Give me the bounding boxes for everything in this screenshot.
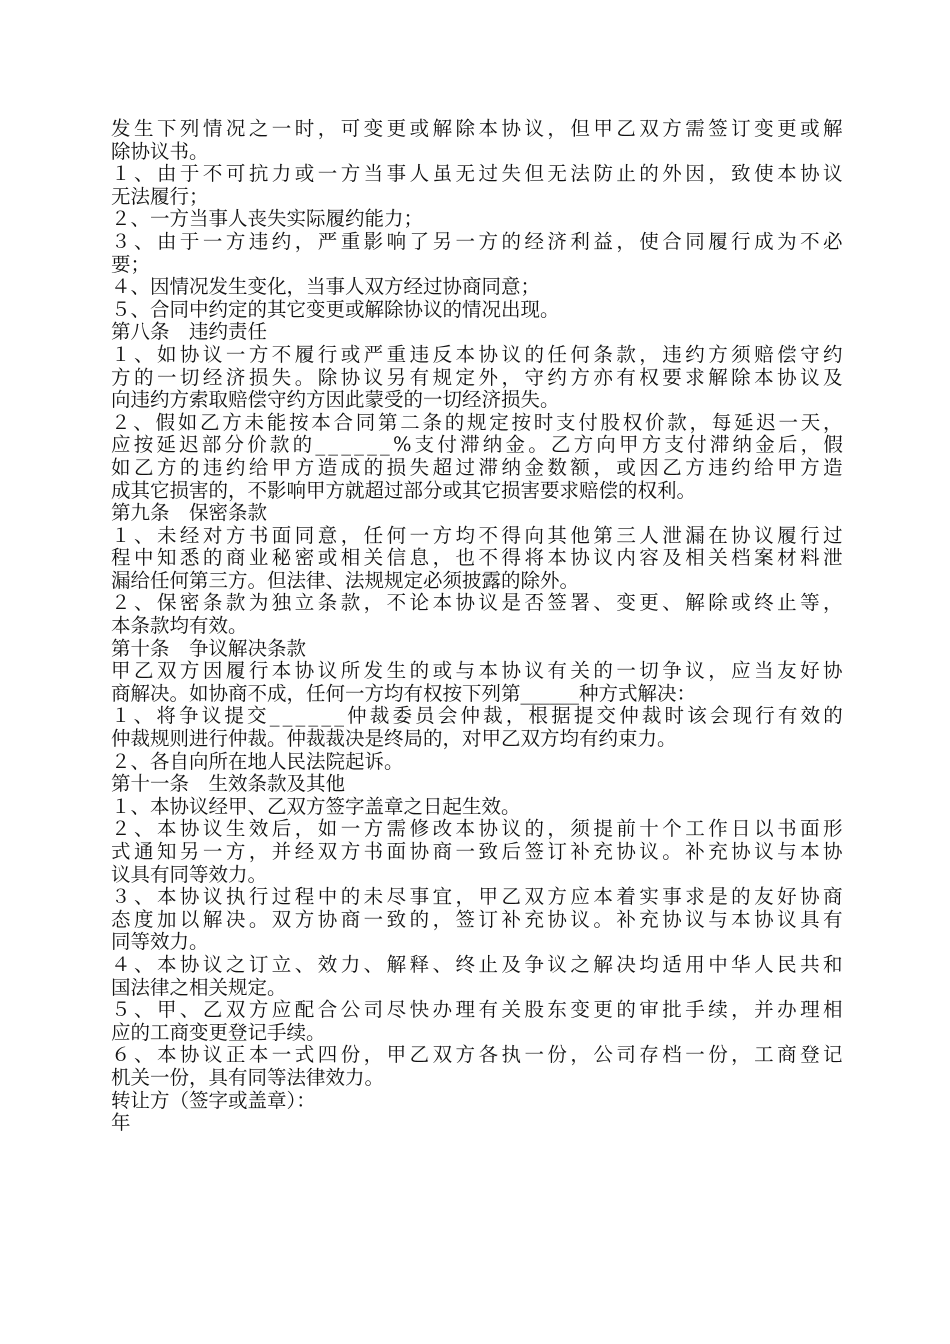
- text-line: 仲裁规则进行仲裁。仲裁裁决是终局的，对甲乙双方均有约束力。: [111, 727, 677, 751]
- text-line: １、本协议经甲、乙双方签字盖章之日起生效。: [111, 794, 521, 818]
- text-line: 同等效力。: [111, 930, 209, 954]
- text-line: ４、因情况发生变化，当事人双方经过协商同意；: [111, 275, 541, 299]
- text-line: 议具有同等效力。: [111, 862, 268, 886]
- text-line: 甲 乙 双 方 因 履 行 本 协 议 所 发 生 的 或 与 本 协 议 有 关 的 一 切 争 议 ， 应 当 友 好 协: [111, 659, 843, 683]
- text-line: 商解决。如协商不成，任何一方均有权按下列第______种方式解决：: [111, 681, 697, 705]
- text-line: 态 度 加 以 解 决 。 双 方 协 商 一 致 的 ， 签 订 补 充 协 议 。 补 充 协 议 与 本 协 议 具 有: [111, 907, 843, 931]
- text-line: ３ 、 本 协 议 执 行 过 程 中 的 未 尽 事 宜 ， 甲 乙 双 方 应 本 着 实 事 求 是 的 友 好 协 商: [111, 885, 843, 909]
- text-line: ５ 、 甲 、 乙 双 方 应 配 合 公 司 尽 快 办 理 有 关 股 东 变 更 的 审 批 手 续 ， 并 办 理 相: [111, 998, 843, 1022]
- text-line: ５、合同中约定的其它变更或解除协议的情况出现。: [111, 297, 560, 321]
- text-line: １ 、 将 争 议 提 交 _ _ _ _ _ _ 仲 裁 委 员 会 仲 裁 ， 根 据 提 交 仲 裁 时 该 会 现 行 有 效 的: [111, 704, 843, 728]
- text-line: 应的工商变更登记手续。: [111, 1020, 326, 1044]
- text-line: ３ 、 由 于 一 方 违 约 ， 严 重 影 响 了 另 一 方 的 经 济 利 益 ， 使 合 同 履 行 成 为 不 必: [111, 229, 843, 253]
- text-line: ２ 、 假 如 乙 方 未 能 按 本 合 同 第 二 条 的 规 定 按 时 支 付 股 权 价 款 ， 每 延 迟 一 天 ，: [111, 410, 843, 434]
- text-line: １ 、 由 于 不 可 抗 力 或 一 方 当 事 人 虽 无 过 失 但 无 法 防 止 的 外 因 ， 致 使 本 协 议: [111, 162, 843, 186]
- text-line: 除协议书。: [111, 139, 209, 163]
- document-body: [111, 118, 843, 1135]
- text-line: 第九条 保密条款: [111, 501, 268, 525]
- text-line: 发 生 下 列 情 况 之 一 时 ， 可 变 更 或 解 除 本 协 议 ， 但 甲 乙 双 方 需 签 订 变 更 或 解: [111, 117, 843, 140]
- text-line: 要；: [111, 252, 151, 276]
- text-line: 方 的 一 切 经 济 损 失 。 除 协 议 另 有 规 定 外 ， 守 约 方 亦 有 权 要 求 解 除 本 协 议 及: [111, 365, 843, 389]
- text-line: 年: [111, 1111, 131, 1135]
- text-line: 本条款均有效。: [111, 614, 248, 638]
- text-line: 式 通 知 另 一 方 ， 并 经 双 方 书 面 协 商 一 致 后 签 订 补 充 协 议 。 补 充 协 议 与 本 协: [111, 840, 843, 863]
- text-line: 如 乙 方 的 违 约 给 甲 方 造 成 的 损 失 超 过 滞 纳 金 数 额 ， 或 因 乙 方 违 约 给 甲 方 造: [111, 455, 843, 479]
- text-line: 第十条 争议解决条款: [111, 636, 307, 660]
- text-line: 国法律之相关规定。: [111, 975, 287, 999]
- text-line: ２、各自向所在地人民法院起诉。: [111, 749, 404, 773]
- text-line: 无法履行；: [111, 184, 209, 208]
- text-line: ２、一方当事人丧失实际履约能力；: [111, 207, 424, 231]
- text-line: 第八条 违约责任: [111, 320, 268, 344]
- text-line: １ 、 未 经 对 方 书 面 同 意 ， 任 何 一 方 均 不 得 向 其 他 第 三 人 泄 漏 在 协 议 履 行 过: [111, 523, 843, 547]
- text-line: 机关一份，具有同等法律效力。: [111, 1065, 385, 1089]
- text-line: 漏给任何第三方。但法律、法规规定必须披露的除外。: [111, 568, 580, 592]
- text-line: 程 中 知 悉 的 商 业 秘 密 或 相 关 信 息 ， 也 不 得 将 本 协 议 内 容 及 相 关 档 案 材 料 泄: [111, 546, 843, 570]
- text-line: 转让方（签字或盖章）：: [111, 1088, 316, 1112]
- text-line: ６ 、 本 协 议 正 本 一 式 四 份 ， 甲 乙 双 方 各 执 一 份 ， 公 司 存 档 一 份 ， 工 商 登 记: [111, 1043, 843, 1067]
- text-line: 第十一条 生效条款及其他: [111, 772, 346, 796]
- text-line: 成其它损害的，不影响甲方就超过部分或其它损害要求赔偿的权利。: [111, 478, 697, 502]
- text-line: ４ 、 本 协 议 之 订 立 、 效 力 、 解 释 、 终 止 及 争 议 之 解 决 均 适 用 中 华 人 民 共 和: [111, 952, 843, 976]
- text-line: 向违约方索取赔偿守约方因此蒙受的一切经济损失。: [111, 388, 560, 412]
- text-line: ２ 、 本 协 议 生 效 后 ， 如 一 方 需 修 改 本 协 议 的 ， 须 提 前 十 个 工 作 日 以 书 面 形: [111, 817, 843, 841]
- text-line: 应 按 延 迟 部 分 价 款 的 _ _ _ _ _ _ % 支 付 滞 纳 金 。 乙 方 向 甲 方 支 付 滞 纳 金 后 ， 假: [111, 433, 843, 457]
- text-line: ２ 、 保 密 条 款 为 独 立 条 款 ， 不 论 本 协 议 是 否 签 署 、 变 更 、 解 除 或 终 止 等 ，: [111, 591, 843, 615]
- text-line: １ 、 如 协 议 一 方 不 履 行 或 严 重 违 反 本 协 议 的 任 何 条 款 ， 违 约 方 须 赔 偿 守 约: [111, 342, 843, 366]
